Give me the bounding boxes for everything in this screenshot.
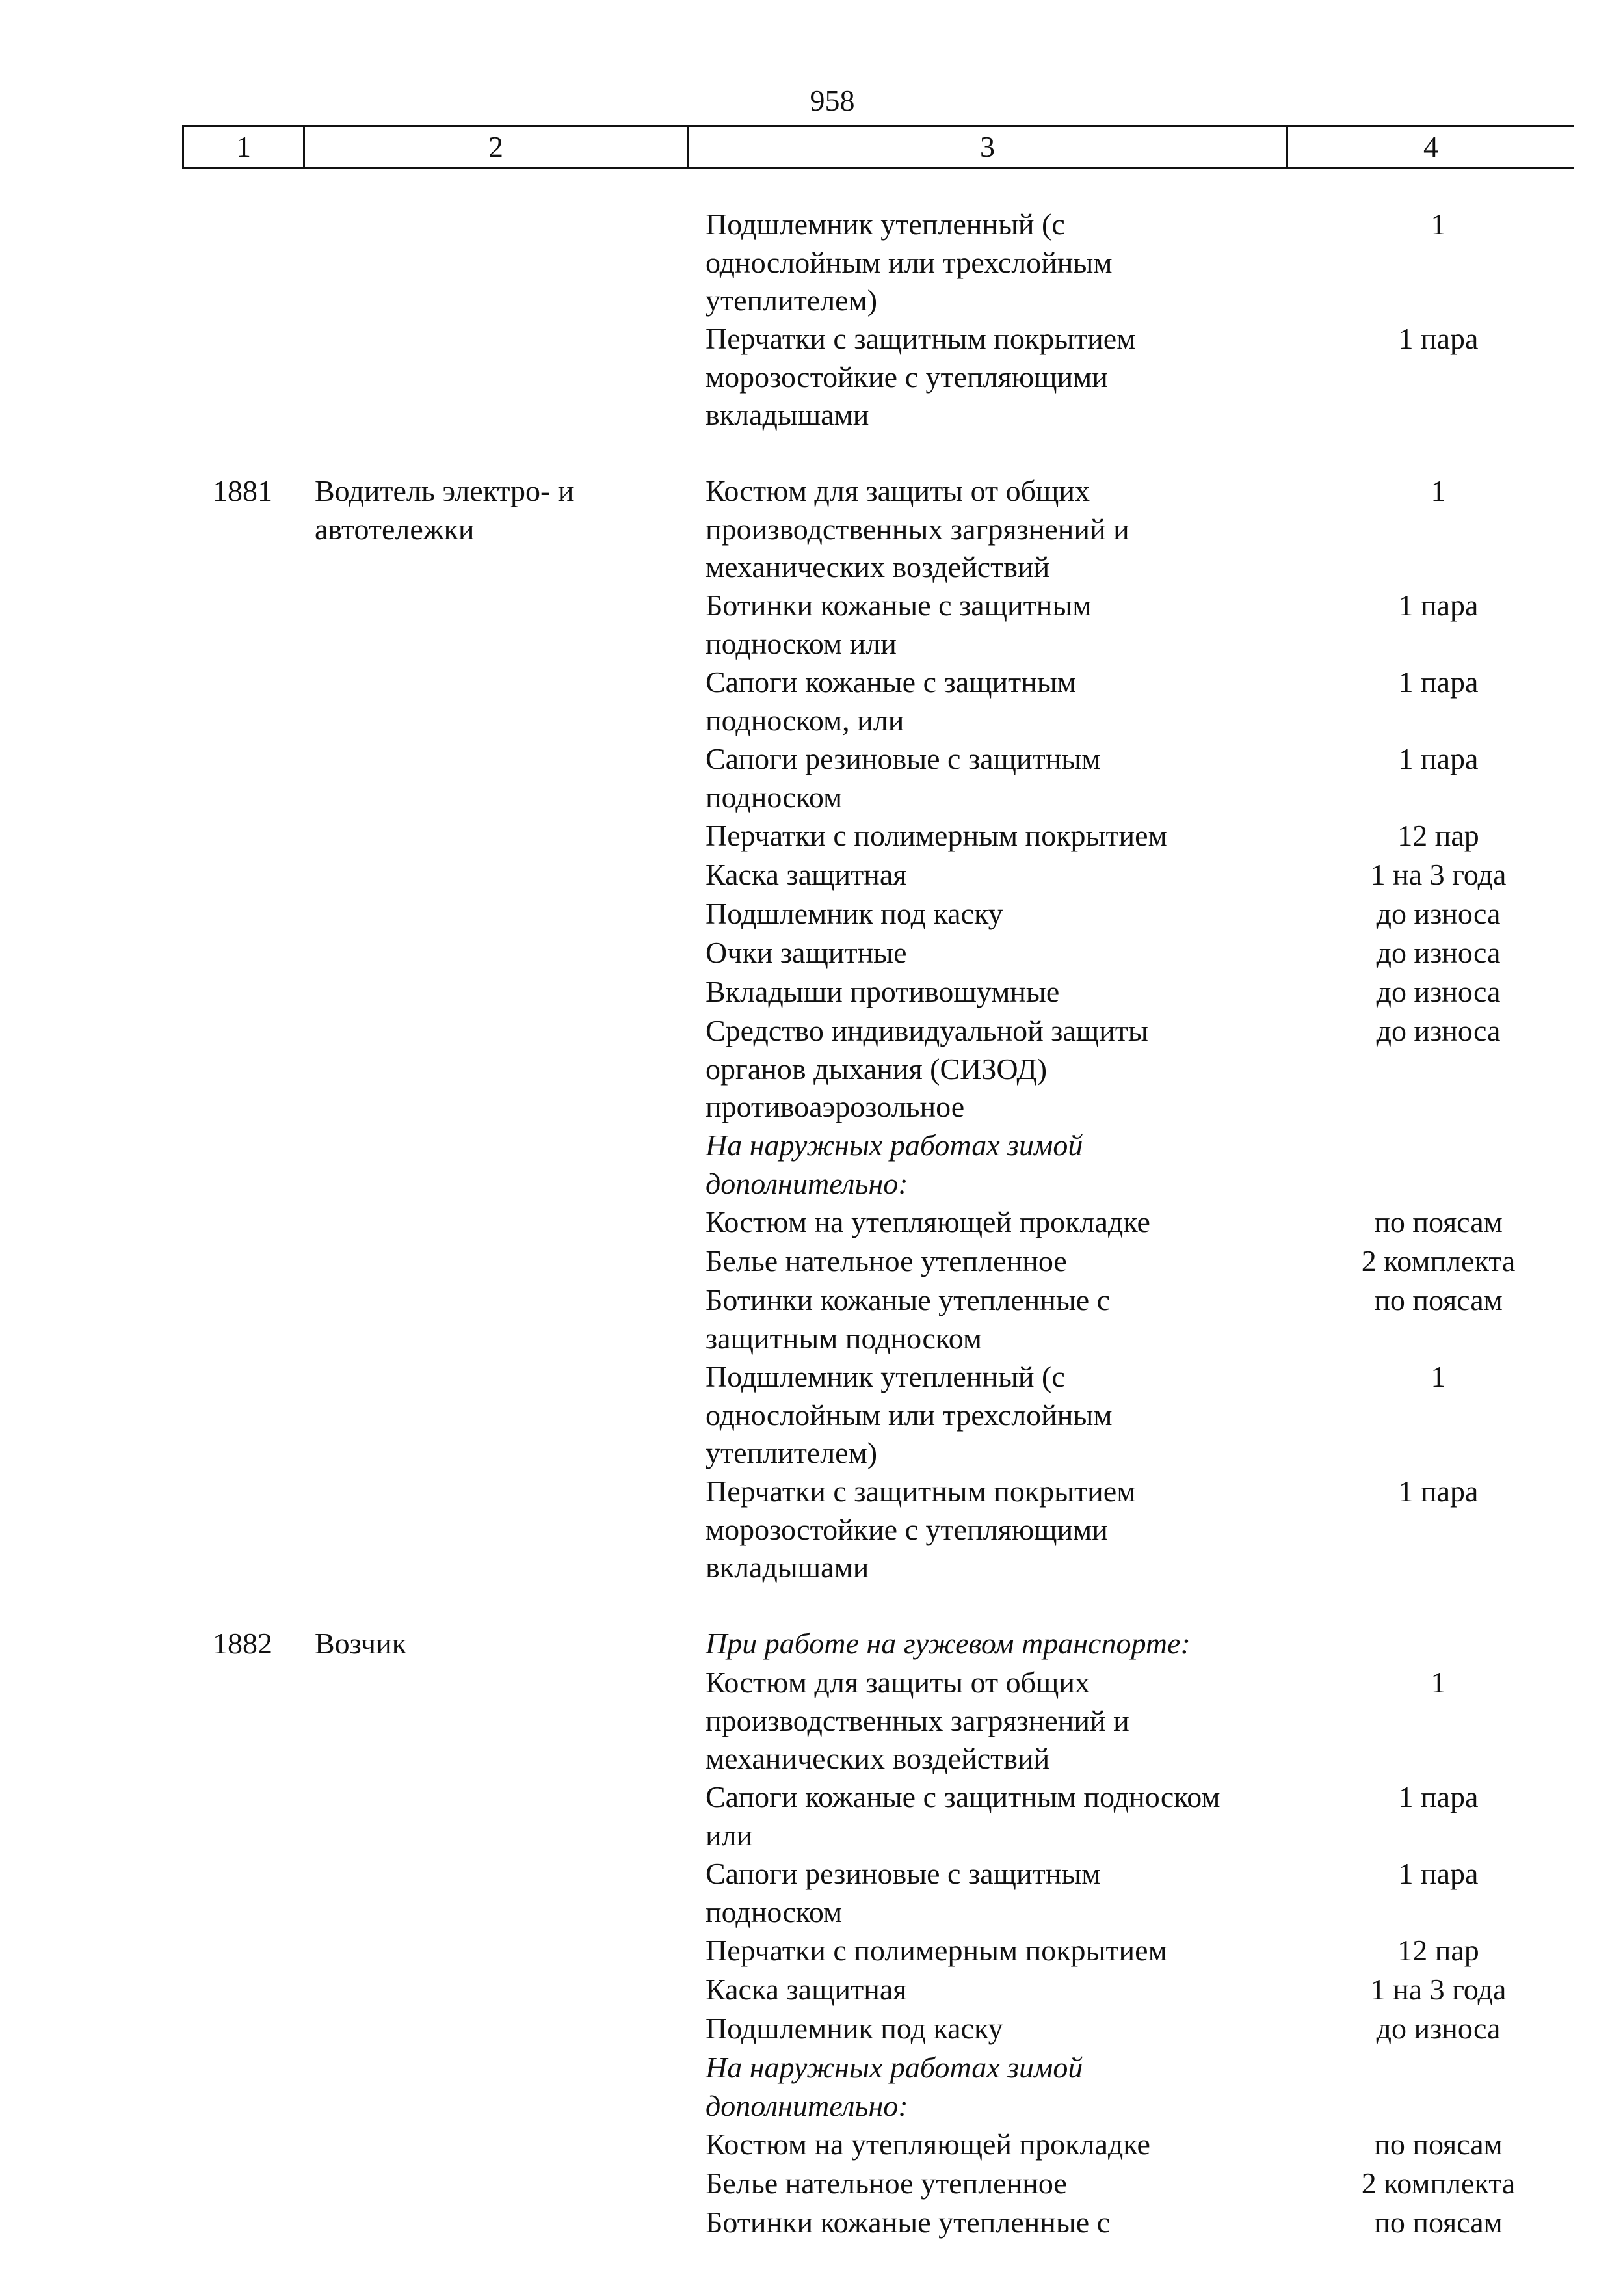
column-header-3: 3 xyxy=(687,127,1286,167)
item-quantity: 12 пар xyxy=(1397,819,1479,852)
item-quantity: 1 xyxy=(1431,1360,1446,1393)
item-quantity: 1 пара xyxy=(1398,1475,1479,1508)
item-name: Перчатки с полимерным покрытием xyxy=(706,819,1167,852)
item-name: Перчатки с защитным покрытием морозостойкие с утепляющими вкладышами xyxy=(706,1475,1136,1584)
item-name: Костюм для защиты от общих производственных загрязнений и механических воздействий xyxy=(706,474,1129,583)
item-name: Белье нательное утепленное xyxy=(706,2167,1067,2200)
profession: Водитель электро- и автотележки xyxy=(315,474,574,546)
item-name: Очки защитные xyxy=(706,936,907,969)
item-quantity: 1 xyxy=(1431,474,1446,507)
profession: Возчик xyxy=(315,1627,407,1660)
item-name: Каска защитная xyxy=(706,1973,907,2006)
row-number: 1881 xyxy=(213,474,272,507)
item-name: Сапоги кожаные с защитным подноском или xyxy=(706,1780,1221,1852)
item-quantity: по поясам xyxy=(1374,1205,1503,1238)
item-name: Подшлемник под каску xyxy=(706,2012,1003,2045)
item-quantity: до износа xyxy=(1376,936,1501,969)
column-header-1: 1 xyxy=(182,127,303,167)
item-name: Ботинки кожаные с защитным подноском или xyxy=(706,589,1092,660)
item-name: Подшлемник утепленный (с однослойным или трехслойным утеплителем) xyxy=(706,207,1113,317)
item-name: На наружных работах зимой дополнительно: xyxy=(706,1128,1083,1200)
item-name: Сапоги кожаные с защитным подноском, или xyxy=(706,665,1076,737)
item-quantity: по поясам xyxy=(1374,1283,1503,1316)
item-name: Каска защитная xyxy=(706,858,907,891)
item-quantity: 12 пар xyxy=(1397,1934,1479,1967)
item-name: На наружных работах зимой дополнительно: xyxy=(706,2051,1083,2122)
item-name: Костюм для защиты от общих производственных загрязнений и механических воздействий xyxy=(706,1666,1129,1775)
item-name: Вкладыши противошумные xyxy=(706,975,1060,1008)
item-quantity: 1 пара xyxy=(1398,589,1479,622)
item-quantity: 2 комплекта xyxy=(1361,1244,1516,1277)
column-header-4: 4 xyxy=(1286,127,1574,167)
item-name: Сапоги резиновые с защитным подноском xyxy=(706,1857,1101,1929)
item-name: Костюм на утепляющей прокладке xyxy=(706,2128,1150,2161)
item-name: Перчатки с полимерным покрытием xyxy=(706,1934,1167,1967)
item-name: Ботинки кожаные утепленные с xyxy=(706,2206,1111,2239)
item-quantity: 1 xyxy=(1431,207,1446,241)
item-quantity: 2 комплекта xyxy=(1361,2167,1516,2200)
item-quantity: до износа xyxy=(1376,2012,1501,2045)
item-quantity: по поясам xyxy=(1374,2206,1503,2239)
item-name: Перчатки с защитным покрытием морозостойкие с утепляющими вкладышами xyxy=(706,322,1136,431)
item-quantity: до износа xyxy=(1376,897,1501,930)
item-quantity: 1 xyxy=(1431,1666,1446,1699)
item-name: Подшлемник под каску xyxy=(706,897,1003,930)
item-quantity: 1 пара xyxy=(1398,1780,1479,1813)
item-quantity: 1 на 3 года xyxy=(1370,858,1507,891)
item-quantity: до износа xyxy=(1376,1014,1501,1047)
item-name: Средство индивидуальной защиты органов дыхания (СИЗОД) противоаэрозольное xyxy=(706,1014,1148,1123)
item-quantity: по поясам xyxy=(1374,2128,1503,2161)
row-number: 1882 xyxy=(213,1627,272,1660)
table-header xyxy=(182,125,1574,169)
item-name: Сапоги резиновые с защитным подноском xyxy=(706,742,1101,814)
column-header-2: 2 xyxy=(303,127,687,167)
item-quantity: 1 пара xyxy=(1398,322,1479,355)
page-number: 958 xyxy=(810,84,855,117)
item-quantity: 1 пара xyxy=(1398,665,1479,699)
item-name: Ботинки кожаные утепленные с защитным подноском xyxy=(706,1283,1111,1355)
item-name: При работе на гужевом транспорте: xyxy=(706,1627,1191,1660)
item-name: Подшлемник утепленный (с однослойным или трехслойным утеплителем) xyxy=(706,1360,1113,1469)
item-quantity: 1 на 3 года xyxy=(1370,1973,1507,2006)
item-quantity: 1 пара xyxy=(1398,742,1479,775)
item-quantity: 1 пара xyxy=(1398,1857,1479,1890)
item-quantity: до износа xyxy=(1376,975,1501,1008)
item-name: Белье нательное утепленное xyxy=(706,1244,1067,1277)
item-name: Костюм на утепляющей прокладке xyxy=(706,1205,1150,1238)
